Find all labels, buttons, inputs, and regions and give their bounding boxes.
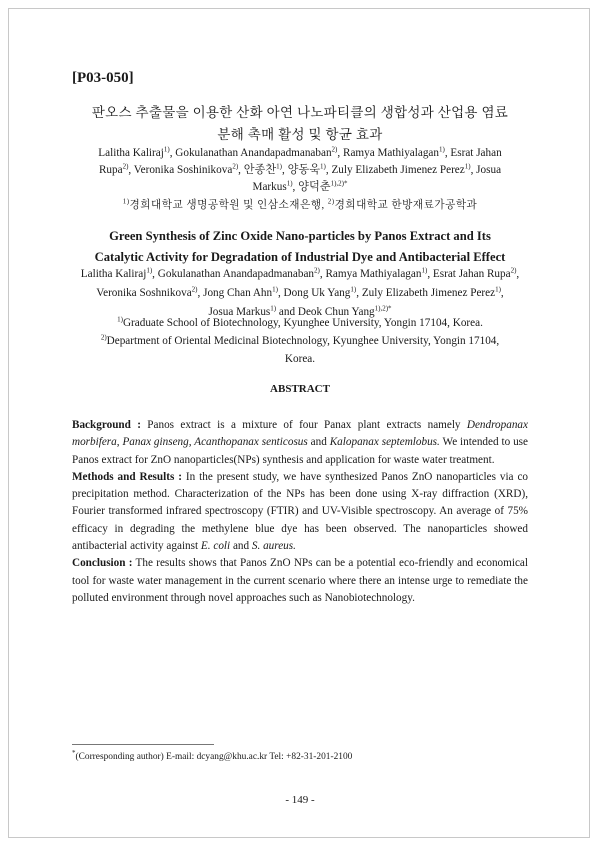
- affiliation-mark: 1): [163, 145, 170, 154]
- affiliation-mark: 1): [350, 285, 357, 294]
- section-label: Background :: [72, 419, 141, 431]
- name-text: , Josua: [470, 164, 502, 176]
- affiliation-line: [72, 314, 528, 332]
- affiliation-mark: 1): [146, 266, 153, 275]
- name-text: Lalitha Kaliraj: [98, 147, 164, 159]
- name-text: Graduate School of Biotechnology, Kyunghee University, Yongin 17104, Korea.: [122, 317, 483, 329]
- name-text: , Zuly Elizabeth Jimenez Perez: [356, 287, 496, 299]
- korean-affiliations: [72, 198, 528, 214]
- name-text: , Veronika Soshinikova: [128, 164, 233, 176]
- italic-term: S. aureus.: [251, 540, 296, 553]
- italic-term: Panax ginseng, Acanthopanax senticosus: [122, 436, 308, 449]
- author-line: [72, 265, 528, 284]
- section-label: Conclusion :: [72, 557, 133, 570]
- name-text: Rupa: [98, 164, 123, 176]
- name-text: Josua Markus: [208, 306, 271, 318]
- affiliation-mark: 1): [117, 315, 123, 324]
- abstract-paragraph: [72, 555, 528, 607]
- english-affiliations: [72, 314, 528, 368]
- paragraph-text: In the present study, we have synthesized Panos ZnO nanoparticles via co precipitation method. Characterization of the NPs has been done using X-ray diffraction (XRD), Fourier transformed infrared spectroscopy (FTIR) and UV-Visible spectroscopy. An average of 75% efficacy in degrading the methylene blue dye has been observed. The nanoparticles showed antibacterial activity against: [72, 470, 528, 553]
- name-text: ,: [500, 287, 504, 299]
- affiliation-mark: 2): [100, 333, 107, 342]
- footnote-mark: *: [72, 748, 76, 757]
- abstract-heading: ABSTRACT: [270, 383, 330, 395]
- affiliation-mark: 1): [320, 162, 326, 171]
- name-text: 경희대학교 생명공학원 및 인삼소재은행,: [129, 200, 328, 211]
- name-text: Korea.: [284, 353, 316, 365]
- affiliation-mark: 1): [495, 285, 501, 294]
- name-text: , 양동욱: [282, 164, 321, 176]
- corresponding-author-footnote: [72, 748, 353, 762]
- affiliation-mark: 1),2)*: [330, 179, 348, 188]
- korean-title-line: 분해 촉매 활성 및 항균 효과: [217, 127, 383, 142]
- author-line: [72, 145, 528, 162]
- abstract-paragraph: [72, 469, 528, 555]
- name-text: , Esrat Jahan Rupa: [427, 268, 511, 280]
- name-text: 경희대학교 한방재료가공학과: [334, 200, 478, 211]
- paragraph-text: and: [307, 436, 330, 449]
- name-text: , Jong Chan Ahn: [197, 287, 273, 299]
- name-text: , Ramya Mathiyalagan: [337, 147, 439, 159]
- affiliation-mark: 2): [191, 285, 198, 294]
- affiliation-line: [72, 198, 528, 214]
- paragraph-text: ,: [116, 436, 123, 449]
- affiliation-mark: 2): [331, 145, 338, 154]
- affiliation-mark: 1): [270, 304, 277, 313]
- affiliation-mark: 2): [510, 266, 517, 275]
- italic-term: Dendropanax morbifera: [72, 419, 528, 449]
- affiliation-mark: 2): [327, 197, 335, 206]
- affiliation-line: [72, 350, 528, 368]
- affiliation-mark: 2): [232, 162, 239, 171]
- abstract-code: [P03-050]: [72, 70, 134, 86]
- korean-title-line: 판오스 추출물을 이용한 산화 아연 나노파티클의 생합성과 산업용 염료: [91, 105, 509, 120]
- name-text: , Gokulanathan Anandapadmanaban: [152, 268, 315, 280]
- affiliation-mark: 2): [314, 266, 320, 275]
- paragraph-text: Panos extract is a mixture of four Panax plant extracts namely: [140, 419, 467, 431]
- affiliation-mark: 1): [272, 285, 278, 294]
- italic-term: Kalopanax septemlobus.: [329, 436, 440, 449]
- name-text: , Zuly Elizabeth Jimenez Perez: [325, 164, 465, 176]
- name-text: Veronika Soshnikova: [96, 287, 192, 299]
- korean-authors: [72, 145, 528, 196]
- name-text: Lalitha Kaliraj: [80, 268, 147, 280]
- name-text: , 양덕춘: [292, 181, 331, 193]
- name-text: Department of Oriental Medicinal Biotechnology, Kyunghee University, Yongin 17104,: [106, 335, 500, 347]
- affiliation-mark: 1): [421, 266, 428, 275]
- affiliation-mark: 1): [276, 162, 283, 171]
- name-text: , Dong Uk Yang: [277, 287, 351, 299]
- author-line: [72, 162, 528, 179]
- author-line: [72, 284, 528, 303]
- paragraph-text: and: [230, 540, 252, 553]
- footnote-text: (Corresponding author) E-mail: dcyang@khu.ac.kr Tel: +82-31-201-2100: [75, 752, 353, 762]
- name-text: , Ramya Mathiyalagan: [319, 268, 422, 280]
- korean-title: [72, 102, 528, 146]
- affiliation-mark: 1),2)*: [374, 304, 392, 313]
- abstract-paragraph: [72, 417, 528, 469]
- page-number: - 149 -: [285, 794, 315, 806]
- affiliation-mark: 2): [122, 162, 129, 171]
- english-title: [72, 226, 528, 268]
- name-text: , 안종찬: [238, 164, 277, 176]
- affiliation-mark: 1): [286, 179, 293, 188]
- italic-term: E. coli: [200, 540, 231, 553]
- section-label: Methods and Results :: [72, 470, 182, 483]
- abstract-body: [72, 417, 528, 607]
- footnote-divider: [72, 744, 214, 745]
- affiliation-mark: 1): [438, 145, 445, 154]
- english-title-line: Catalytic Activity for Degradation of Industrial Dye and Antibacterial Effect: [94, 250, 506, 264]
- affiliation-mark: 1): [464, 162, 471, 171]
- name-text: Markus: [252, 181, 287, 193]
- paragraph-text: The results shows that Panos ZnO NPs can be a potential eco-friendly and economical tool for waste water management in the current scenario where there an intense urge to remediate the polluted environment through novel approaches such as Nanobiotechnology.: [72, 557, 528, 604]
- name-text: ,: [516, 268, 520, 280]
- affiliation-line: [72, 332, 528, 350]
- name-text: and Deok Chun Yang: [276, 306, 375, 318]
- name-text: , Esrat Jahan: [444, 147, 502, 159]
- paragraph-text: We intended to use Panos extract for ZnO nanoparticles(NPs) synthesis and application for waste water treatment.: [72, 436, 528, 466]
- affiliation-mark: 1): [122, 197, 130, 206]
- english-title-line: Green Synthesis of Zinc Oxide Nano-particles by Panos Extract and Its: [109, 229, 491, 243]
- author-line: [72, 179, 528, 196]
- name-text: , Gokulanathan Anandapadmanaban: [169, 147, 332, 159]
